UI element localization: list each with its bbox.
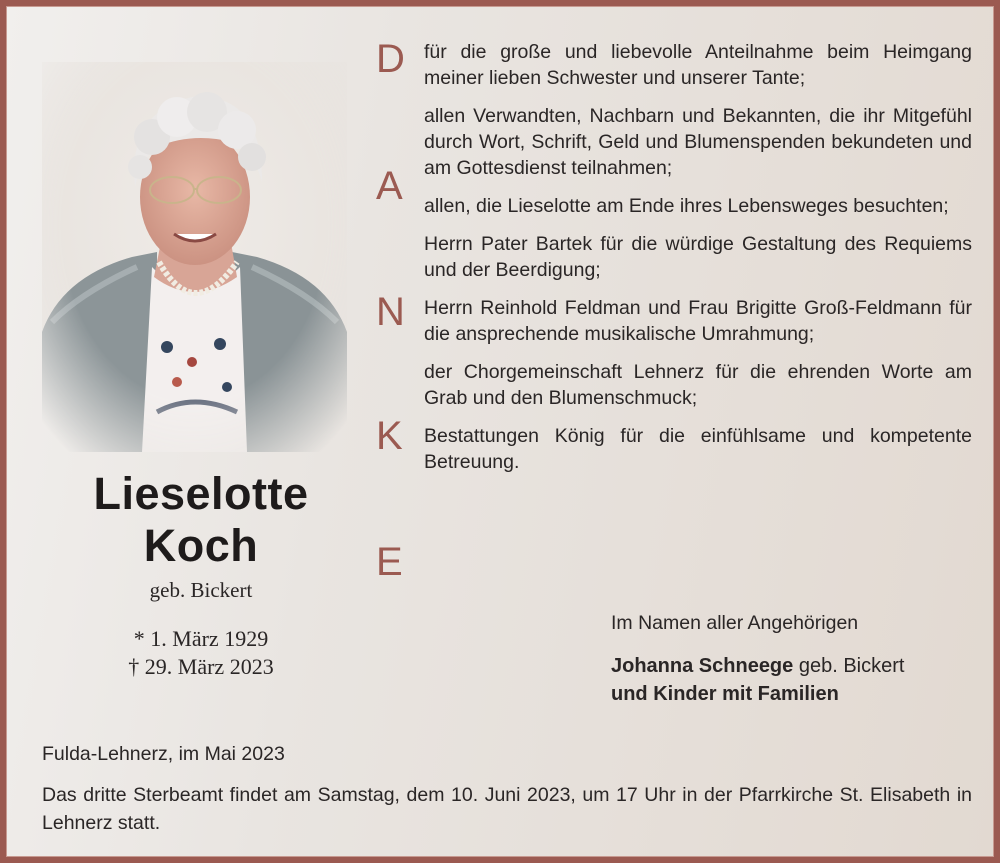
death-date: † 29. März 2023	[128, 654, 274, 679]
signature-intro: Im Namen aller Angehörigen	[611, 612, 859, 634]
acrostic-letter-k: K	[376, 414, 403, 458]
footer	[42, 741, 972, 837]
signature-name: Johanna Schneege	[611, 655, 794, 677]
thanks-paragraph: der Chorgemeinschaft Lehnerz für die ehrenden Worte am Grab und den Blumenschmuck;	[424, 361, 972, 409]
deceased-maiden-name: geb. Bickert	[149, 578, 253, 602]
deceased-first-name: Lieselotte	[93, 468, 309, 519]
thanks-paragraph: Herrn Reinhold Feldman und Frau Brigitte Groß-Feldmann für die ansprechende musikalische Umrahmung;	[424, 297, 972, 345]
portrait-photo	[42, 62, 347, 452]
thanks-text	[424, 39, 972, 475]
signature-family: und Kinder mit Familien	[611, 683, 839, 705]
acrostic-letter-e: E	[376, 540, 403, 584]
deceased-last-name: Koch	[143, 520, 259, 571]
mass-notice: Das dritte Sterbeamt findet am Samstag, dem 10. Juni 2023, um 17 Uhr in der Pfarrkirche St. Elisabeth in Lehnerz statt.	[42, 784, 972, 834]
life-dates	[46, 625, 356, 681]
deceased-info	[46, 468, 356, 681]
thanks-paragraph: allen, die Lieselotte am Ende ihres Lebensweges besuchten;	[424, 195, 949, 217]
thanks-paragraph: Herrn Pater Bartek für die würdige Gestaltung des Requiems und der Beerdigung;	[424, 233, 972, 281]
signature-name-line	[611, 652, 904, 680]
portrait-illustration	[42, 62, 347, 452]
acrostic-letter-d: D	[376, 37, 405, 81]
thanks-paragraph: Bestattungen König für die einfühlsame und kompetente Betreuung.	[424, 425, 972, 473]
signature-name-suffix: geb. Bickert	[798, 655, 905, 677]
signature-block	[611, 610, 904, 708]
place-date: Fulda-Lehnerz, im Mai 2023	[42, 743, 285, 765]
thanks-paragraph: für die große und liebevolle Anteilnahme beim Heimgang meiner lieben Schwester und unserer Tante;	[424, 41, 972, 89]
acrostic-letter-n: N	[376, 290, 405, 334]
thanks-paragraph: allen Verwandten, Nachbarn und Bekannten, die ihr Mitgefühl durch Wort, Schrift, Geld und Blumenspenden bekundeten und am Gottesdienst teilnahmen;	[424, 105, 972, 179]
acrostic-letter-a: A	[376, 164, 403, 208]
birth-date: * 1. März 1929	[133, 626, 269, 651]
